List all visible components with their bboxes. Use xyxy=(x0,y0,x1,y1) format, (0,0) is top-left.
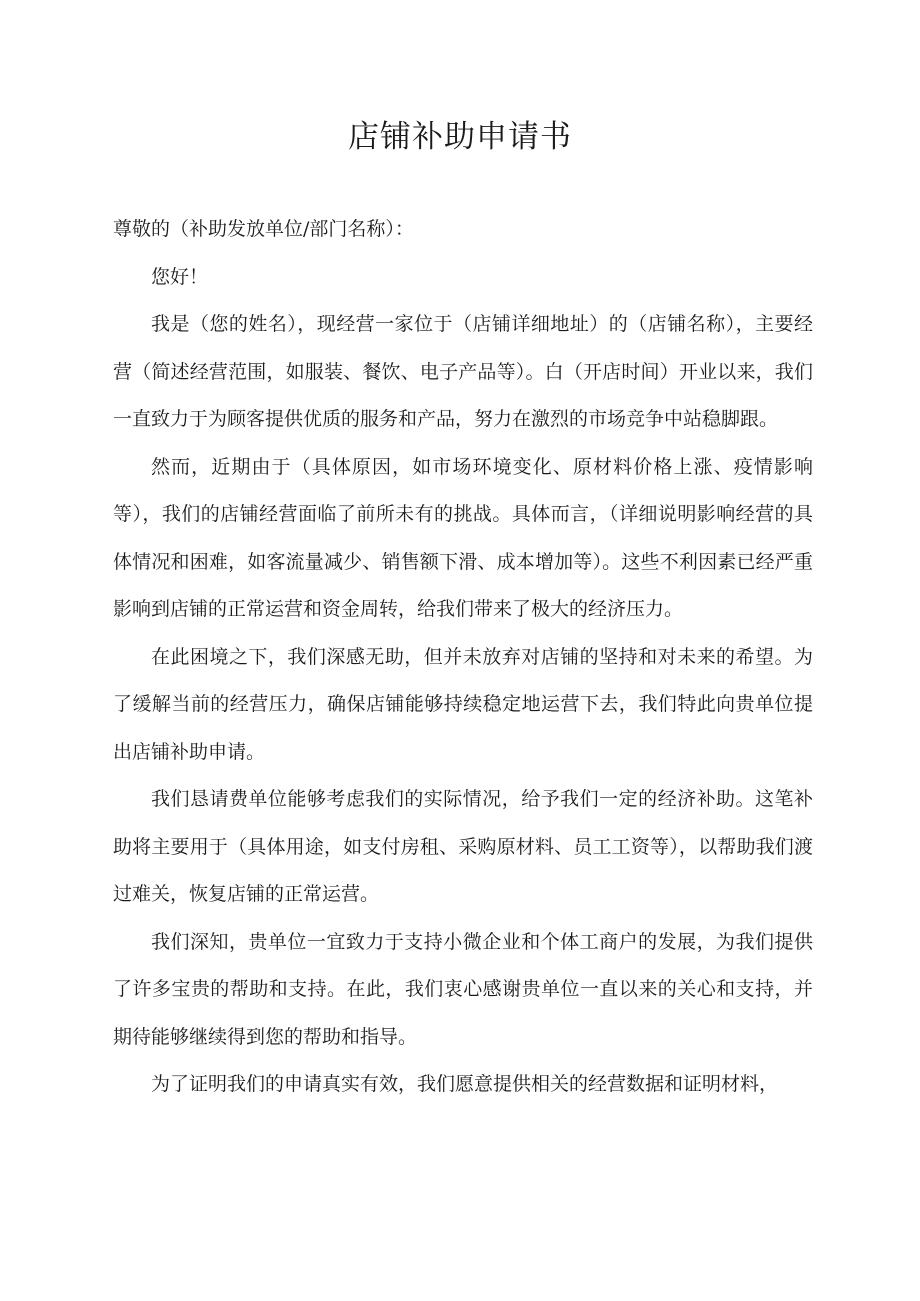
greeting: 您好！ xyxy=(151,265,209,288)
paragraph-gratitude: 我们深知，贵单位一宜致力于支持小微企业和个体工商户的发展，为我们提供了许多宝贵的帮助和支持。在此，我们衷心感谢贵单位一直以来的关心和支持，并期待能够继续得到您的帮助和指导。 xyxy=(113,930,813,1048)
paragraph-difficulties: 然而，近期由于（具体原因，如市场环境变化、原材料价格上涨、疫情影响等），我们的店铺经营面临了前所未有的挑战。具体而言，（详细说明影响经营的具体情况和困难，如客流量减少、销售额下滑、成本增加等）。这些不利因素已经严重影响到店铺的正常运营和资金周转，给我们带来了极大的经济压力。 xyxy=(113,455,813,620)
document-body xyxy=(113,206,813,1109)
salutation: 尊敬的（补助发放单位/部门名称）： xyxy=(113,218,414,240)
paragraph-evidence: 为了证明我们的申请真实有效，我们愿意提供相关的经营数据和证明材料， xyxy=(151,1073,779,1095)
paragraph-request: 在此困境之下，我们深感无助，但并未放弃对店铺的坚持和对未来的希望。为了缓解当前的经营压力，确保店铺能够持续稳定地运营下去，我们特此向贵单位提出店铺补助申请。 xyxy=(113,645,813,763)
document-title: 店铺补助申请书 xyxy=(348,119,572,155)
paragraph-subsidy-usage: 我们恳请费单位能够考虑我们的实际情况，给予我们一定的经济补助。这笔补助将主要用于（具体用途，如支付房租、采购原材料、员工工资等），以帮助我们渡过难关，恢复店铺的正常运营。 xyxy=(113,788,813,905)
paragraph-introduction: 我是（您的姓名），现经营一家位于（店铺详细地址）的（店铺名称），主要经营（简述经营范围，如服装、餐饮、电子产品等）。白（开店时间）开业以来，我们一直致力于为顾客提供优质的服务和产品，努力在激烈的市场竞争中站稳脚跟。 xyxy=(113,313,813,430)
